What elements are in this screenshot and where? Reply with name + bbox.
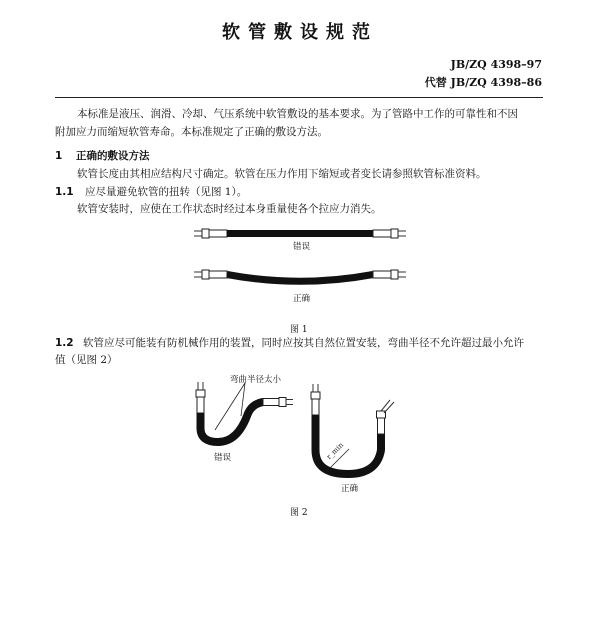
item-1-1-number: 1.1 [55, 186, 74, 198]
item-1-1-text: 应尽量避免软管的扭转（见图 1）。 [84, 186, 248, 198]
section-1-number: 1 [55, 150, 63, 162]
intro-line-2: 附加应力而缩短软管寿命。本标准规定了正确的敷设方法。 [55, 126, 328, 138]
intro-line-1: 本标准是液压、润滑、冷却、气压系统中软管敷设的基本要求。为了管路中工作的可靠性和不因 [77, 108, 518, 120]
fig1-label-right: 正确 [293, 294, 311, 304]
fig1-caption: 图 1 [290, 325, 308, 335]
fig2-caption: 图 2 [290, 508, 308, 518]
header-rule [55, 97, 543, 98]
fig1-label-wrong: 错误 [293, 242, 311, 252]
item-1-2-text-1: 软管应尽可能装有防机械作用的装置，同时应按其自然位置安装，弯曲半径不允许超过最小允许 [82, 337, 524, 349]
fig2-hose-right [311, 384, 394, 474]
fig1-hose-right [194, 270, 406, 281]
item-1-1-para: 软管安装时，应使在工作状态时经过本身重量使各个拉应力消失。 [77, 203, 382, 215]
item-1-2-number: 1.2 [55, 337, 74, 349]
section-1-title: 正确的敷设方法 [75, 150, 150, 162]
item-1-2 [55, 333, 524, 353]
page-title: 软管敷设规范 [222, 22, 378, 43]
fig2-hose-wrong [196, 382, 293, 442]
figure-2 [185, 372, 415, 497]
fig2-annotation: 弯曲半径太小 [230, 375, 282, 385]
replaces-code: 代替 JB/ZQ 4398–86 [424, 76, 542, 89]
fig2-label-wrong: 错误 [214, 453, 232, 463]
section-1-heading [55, 148, 149, 163]
item-1-2-text-2: 值（见图 2） [55, 354, 118, 366]
fig1-hose-wrong [194, 229, 406, 238]
fig2-label-right: 正确 [341, 484, 359, 494]
section-1-para: 软管长度由其相应结构尺寸确定。软管在压力作用下缩短或者变长请参照软管标准资料。 [77, 168, 487, 180]
standard-code: JB/ZQ 4398–97 [450, 58, 542, 71]
fig2-radius-label: r_min [325, 441, 346, 462]
